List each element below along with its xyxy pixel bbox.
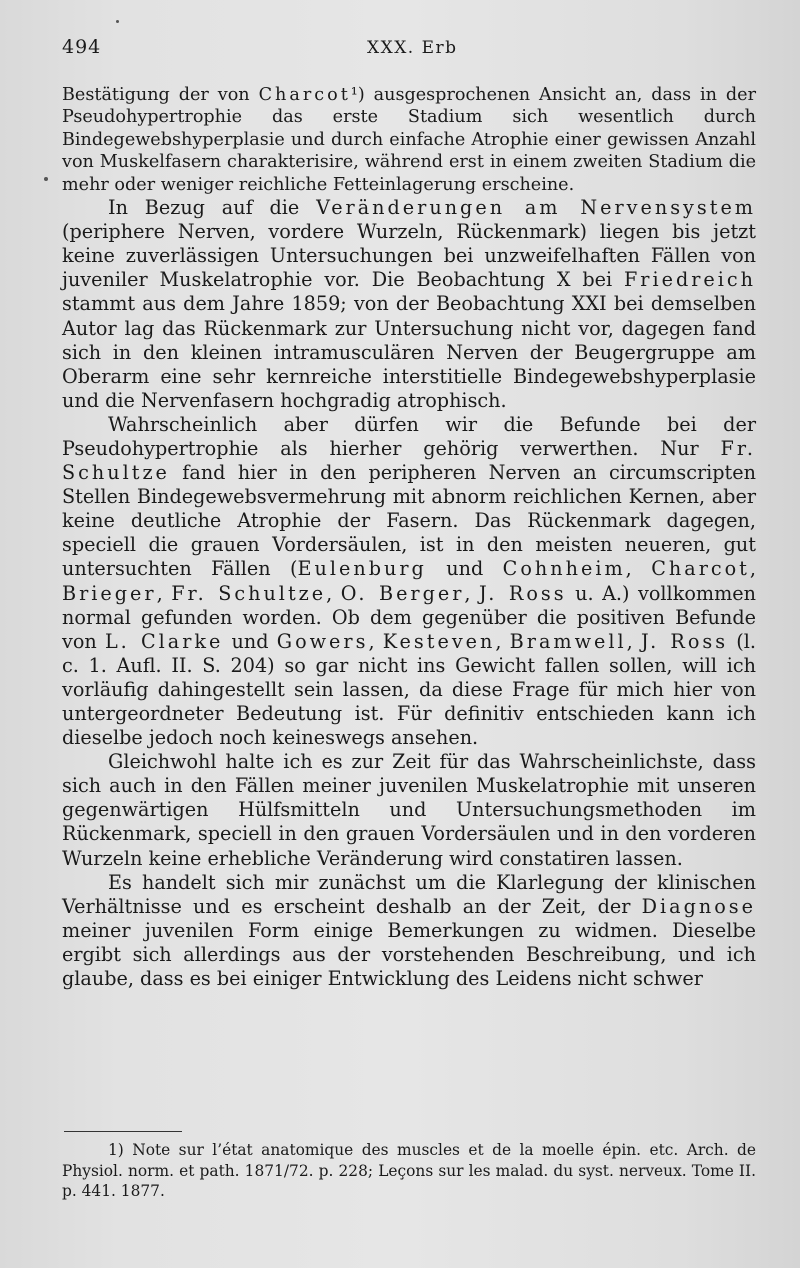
paragraph-text: , — [495, 629, 510, 653]
paragraph-text: Wahrscheinlich aber dürfen wir die Befunde bei der Pseudohypertrophie als hierher gehörig verwerthen. Nur — [62, 412, 756, 460]
paragraph — [62, 871, 756, 991]
paragraph-text: , — [749, 557, 756, 581]
paragraph-text: , — [626, 629, 641, 653]
spaced-emphasis-text: Charcot — [258, 85, 351, 105]
paragraph-text: , — [368, 629, 383, 653]
footnote-rule — [64, 1131, 182, 1132]
spaced-emphasis-text: Cohnheim — [502, 557, 626, 581]
paragraph-text: ¹) ausgesprochenen Ansicht an, dass in der Pseudohypertrophie das erste Stadium sich wesentlich durch Bindegewebshyperplasie und durch einfache Atrophie einer gewissen Anzahl von Muskelfasern charakterisire, während erst in einem zweiten Stadium die mehr oder weniger reichliche Fetteinlagerung erscheine. — [62, 85, 756, 195]
paragraph-text: stammt aus dem Jahre 1859; von der Beobachtung XXI bei demselben Autor lag das Rückenmark zur Untersuchung nicht vor, dagegen fand sich in den kleinen intramusculären Nerven der Beugergruppe am Oberarm eine sehr kernreiche interstitielle Bindegewebshyperplasie und die Nervenfasern hochgradig atrophisch. — [62, 292, 756, 412]
paragraph — [62, 413, 756, 750]
paragraph-text: meiner juvenilen Form einige Bemerkungen zu widmen. Dieselbe ergibt sich allerdings aus der vorstehenden Beschreibung, und ich glaube, dass es bei einiger Entwicklung des Leidens nicht schwer — [62, 918, 756, 991]
spaced-emphasis-text: Brieger — [62, 581, 157, 605]
body-text — [62, 84, 756, 991]
paragraph-text: und — [426, 557, 503, 581]
paragraph-text: und — [223, 629, 277, 653]
spaced-emphasis-text: J. Ross — [479, 581, 567, 605]
spaced-emphasis-text: J. Ross — [640, 629, 729, 653]
paragraph-text: Bestätigung der von — [62, 85, 259, 105]
spaced-emphasis-text: Diagnose — [641, 894, 756, 918]
paragraph-text: , — [625, 557, 652, 581]
paragraph-text: (l. c. 1. Aufl. II. S. 204) so gar nicht ins Gewicht fallen sollen, will ich vorläufig dahingestellt sein lassen, da diese Frage für mich hier von untergeordneter Bedeutung ist. Für definitiv entschieden kann ich dieselbe jedoch noch keineswegs ansehen. — [62, 629, 757, 750]
paragraph-text: u. A.) vollkommen normal gefunden worden. Ob dem gegenüber die positiven Befunde von — [62, 581, 756, 653]
running-head: XXX. Erb — [367, 38, 458, 58]
spaced-emphasis-text: Friedreich — [623, 268, 756, 292]
paragraph — [62, 750, 756, 870]
spaced-emphasis-text: O. Berger — [340, 581, 465, 605]
paragraph — [62, 84, 756, 196]
paragraph-text: fand hier in den peripheren Nerven an circumscripten Stellen Bindegewebsvermehrung mit abnorm reichlichen Kernen, aber keine deutliche Atrophie der Fasern. Das Rückenmark dagegen, speciell die grauen Vordersäulen, ist in den meisten neueren, gut untersuchten Fällen ( — [62, 461, 756, 581]
paragraph-text: Es handelt sich mir zunächst um die Klarlegung der klinischen Verhältnisse und es erscheint deshalb an der Zeit, der — [62, 870, 756, 918]
print-speck — [116, 20, 119, 23]
paragraph-text: In Bezug auf die — [108, 196, 317, 220]
page-header — [62, 36, 752, 66]
paragraph-text: , — [326, 581, 341, 605]
paragraph-text: , — [464, 581, 480, 605]
spaced-emphasis-text: Kesteven — [382, 629, 496, 653]
paragraph-text: , — [156, 581, 172, 605]
spaced-emphasis-text: L. Clarke — [104, 629, 224, 653]
spaced-emphasis-text: Charcot — [651, 557, 750, 581]
paragraph — [62, 196, 756, 413]
spaced-emphasis-text: Eulenburg — [297, 557, 427, 581]
spaced-emphasis-text: Fr. Schultze — [62, 436, 756, 485]
spaced-emphasis-text: Veränderungen am Nervensystem — [316, 196, 756, 220]
spaced-emphasis-text: Gowers — [276, 629, 369, 653]
spaced-emphasis-text: Fr. Schultze — [171, 581, 327, 605]
footnote: 1) Note sur l’état anatomique des muscles et de la moelle épin. etc. Arch. de Physiol. norm. et path. 1871/72. p. 228; Leçons sur les malad. du syst. nerveux. Tome II. p. 441. 1877. — [62, 1141, 756, 1201]
page-number: 494 — [62, 36, 102, 58]
paragraph-text: (periphere Nerven, vordere Wurzeln, Rückenmark) liegen bis jetzt keine zuverlässigen Untersuchungen bei unzweifelhaften Fällen von juveniler Muskelatrophie vor. Die Beobachtung X bei — [62, 220, 756, 292]
spaced-emphasis-text: Bramwell — [509, 629, 627, 653]
paragraph-text: Gleichwohl halte ich es zur Zeit für das Wahrscheinlichste, dass sich auch in den Fällen meiner juvenilen Muskelatrophie mit unseren gegenwärtigen Hülfsmitteln und Untersuchungsmethoden im Rückenmark, speciell in den grauen Vordersäulen und in den vorderen Wurzeln keine erhebliche Veränderung wird constatiren lassen. — [62, 750, 756, 870]
print-speck — [44, 177, 48, 181]
